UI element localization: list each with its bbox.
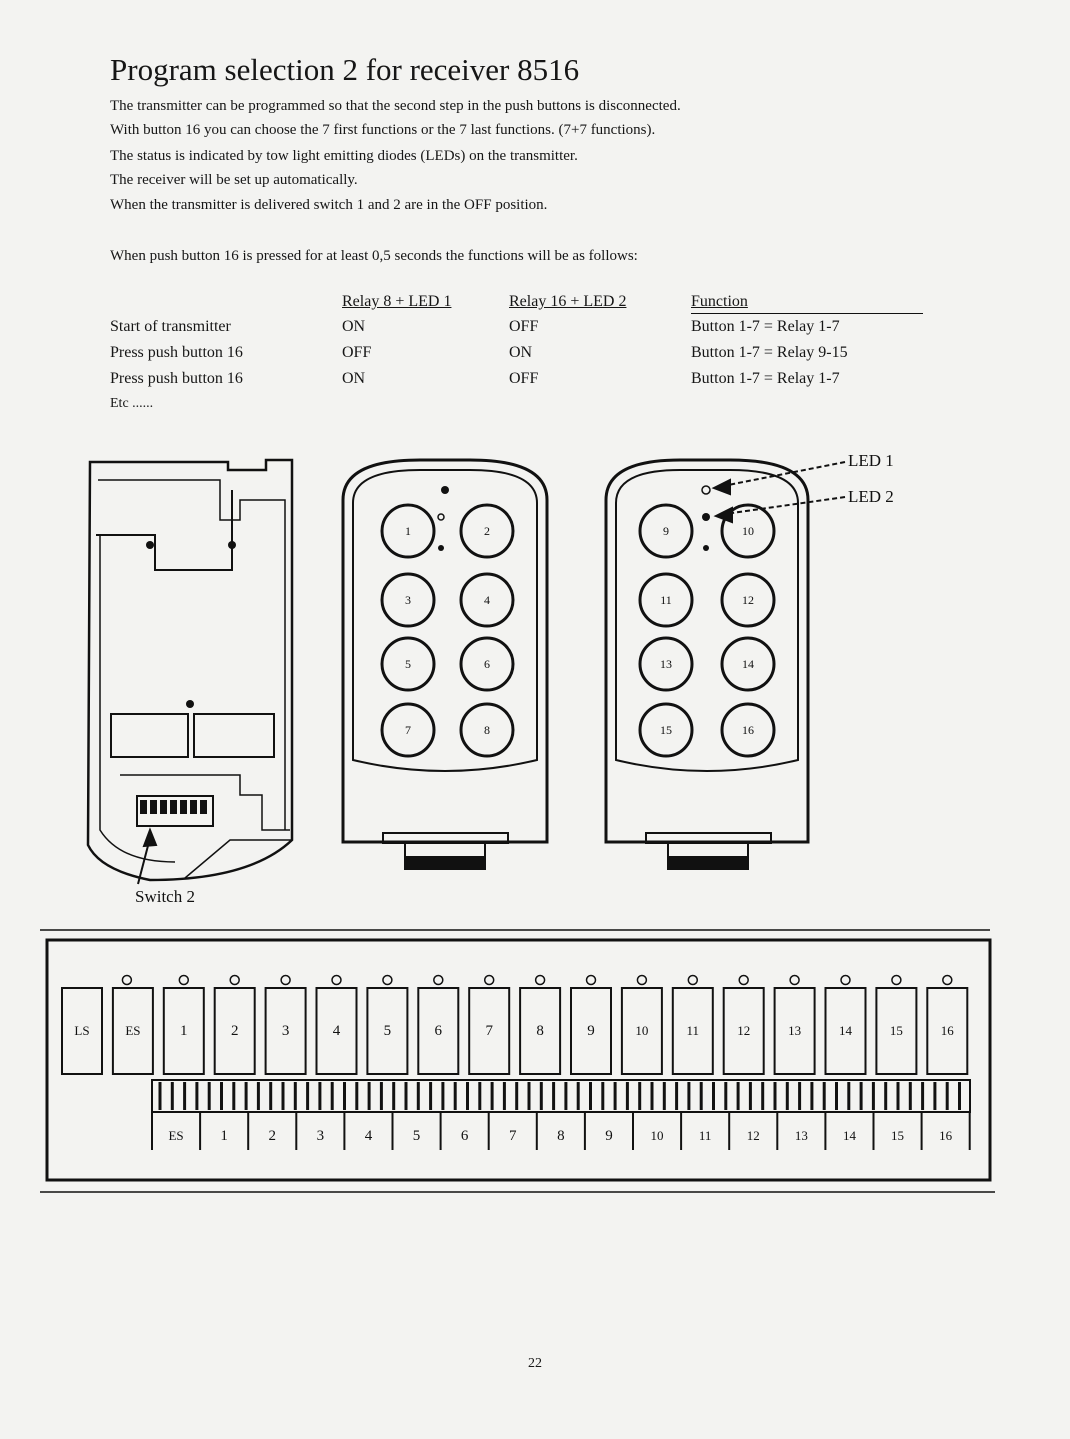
relay-led xyxy=(230,976,239,985)
relay-board-top-row xyxy=(62,976,967,1075)
relay-label: 7 xyxy=(485,1023,493,1039)
table-cell: OFF xyxy=(509,318,539,335)
paragraph-3: The status is indicated by tow light emitting diodes (LEDs) on the transmitter. xyxy=(110,148,578,164)
relay-led xyxy=(688,976,697,985)
terminal-label: 14 xyxy=(842,1128,856,1143)
terminal-label: 5 xyxy=(412,1128,421,1144)
relay-label: 3 xyxy=(281,1023,290,1039)
relay-led xyxy=(281,976,290,985)
relay-label: 6 xyxy=(434,1023,443,1039)
table-cell: ON xyxy=(509,344,533,361)
intro-paragraph: When push button 16 is pressed for at least 0,5 seconds the functions will be as follows: xyxy=(110,248,638,264)
terminal-label: 15 xyxy=(891,1128,905,1143)
relay-led xyxy=(739,976,748,985)
terminal-label: 4 xyxy=(364,1128,373,1144)
paragraph-1: The transmitter can be programmed so that the second step in the push buttons is disconnected. xyxy=(110,98,681,114)
terminal-label: 3 xyxy=(316,1128,325,1144)
table-cell: Button 1-7 = Relay 1-7 xyxy=(691,370,840,387)
terminal-label: 7 xyxy=(509,1128,517,1144)
relay-label: LS xyxy=(74,1023,90,1038)
table-etc: Etc ...... xyxy=(110,396,154,411)
relay-led xyxy=(434,976,443,985)
table-header-function: Function xyxy=(691,293,748,310)
relay-label: 2 xyxy=(230,1023,239,1039)
relay-label: 8 xyxy=(536,1023,544,1039)
remote-button-label: 11 xyxy=(660,593,672,607)
led-1-indicator xyxy=(702,486,710,494)
relay-label: 5 xyxy=(383,1023,392,1039)
remote-right xyxy=(606,460,808,869)
relay-label: ES xyxy=(125,1023,141,1038)
terminal-label: 16 xyxy=(939,1128,953,1143)
table-cell: OFF xyxy=(509,370,539,387)
relay-label: 16 xyxy=(940,1023,954,1038)
table-cell: OFF xyxy=(342,344,372,361)
relay-led xyxy=(892,976,901,985)
screw-hole xyxy=(228,541,236,549)
paragraph-4: The receiver will be set up automatically. xyxy=(110,172,358,188)
relay-led xyxy=(587,976,596,985)
relay-led xyxy=(841,976,850,985)
screw-hole xyxy=(146,541,154,549)
relay-label: 11 xyxy=(686,1023,700,1038)
remote-button-label: 8 xyxy=(484,723,490,737)
terminal-label: 8 xyxy=(557,1128,565,1144)
relay-led xyxy=(485,976,494,985)
relay-board-frame xyxy=(40,930,995,1192)
paragraph-2: With button 16 you can choose the 7 first functions or the 7 last functions. (7+7 functions). xyxy=(110,122,656,138)
table-cell: ON xyxy=(342,318,366,335)
led-2-label: LED 2 xyxy=(848,487,894,506)
relay-led xyxy=(790,976,799,985)
remote-button-label: 9 xyxy=(663,524,669,538)
remote-button-label: 10 xyxy=(742,524,754,538)
remote-button-label: 3 xyxy=(405,593,411,607)
relay-led xyxy=(332,976,341,985)
terminal-label: 12 xyxy=(746,1128,760,1143)
remote-button-label: 1 xyxy=(405,524,411,538)
terminal-label: ES xyxy=(168,1128,184,1143)
page-number: 22 xyxy=(528,1356,542,1371)
remote-button-label: 6 xyxy=(484,657,490,671)
switch-2-label: Switch 2 xyxy=(135,887,195,906)
remote-button-label: 2 xyxy=(484,524,490,538)
relay-label: 1 xyxy=(180,1023,188,1039)
terminal-label: 2 xyxy=(268,1128,276,1144)
relay-label: 12 xyxy=(737,1023,751,1038)
table-cell: Button 1-7 = Relay 9-15 xyxy=(691,344,848,361)
table-cell: ON xyxy=(342,370,366,387)
switch-arrow xyxy=(138,830,156,884)
terminal-label: 10 xyxy=(650,1128,664,1143)
remote-button-label: 4 xyxy=(484,593,490,607)
remote-left xyxy=(343,460,547,869)
led-indicator xyxy=(703,545,709,551)
relay-label: 13 xyxy=(788,1023,802,1038)
terminal-strip xyxy=(152,1080,970,1112)
relay-led xyxy=(943,976,952,985)
remote-right-buttons xyxy=(640,505,774,756)
led-hole xyxy=(441,486,449,494)
relay-label: 15 xyxy=(889,1023,903,1038)
remote-button-label: 13 xyxy=(660,657,672,671)
relay-led xyxy=(637,976,646,985)
remote-button-label: 7 xyxy=(405,723,411,737)
remote-button-label: 15 xyxy=(660,723,672,737)
table-row-label: Press push button 16 xyxy=(110,370,243,387)
paragraph-5: When the transmitter is delivered switch 1 and 2 are in the OFF position. xyxy=(110,197,548,213)
remote-button-label: 5 xyxy=(405,657,411,671)
relay-label: 10 xyxy=(635,1023,649,1038)
dip-switch xyxy=(137,796,213,826)
led-indicator xyxy=(438,545,444,551)
led-indicator xyxy=(438,514,444,520)
relay-label: 14 xyxy=(839,1023,852,1038)
terminal-label: 6 xyxy=(460,1128,469,1144)
page-title: Program selection 2 for receiver 8516 xyxy=(110,52,580,87)
relay-led xyxy=(122,976,131,985)
screw-hole xyxy=(186,700,194,708)
relay-led xyxy=(536,976,545,985)
relay-led xyxy=(383,976,392,985)
open-transmitter-housing xyxy=(88,460,292,880)
table-row-label: Start of transmitter xyxy=(110,318,231,335)
relay-board-bottom-row xyxy=(152,1112,970,1150)
led-1-label: LED 1 xyxy=(848,451,894,470)
terminal-label: 11 xyxy=(698,1128,712,1143)
remote-button-label: 14 xyxy=(742,657,754,671)
remote-left-buttons xyxy=(382,505,513,756)
terminal-label: 13 xyxy=(794,1128,808,1143)
table-header-relay8: Relay 8 + LED 1 xyxy=(342,293,452,310)
relay-label: 4 xyxy=(332,1023,341,1039)
table-row-label: Press push button 16 xyxy=(110,344,243,361)
remote-button-label: 16 xyxy=(742,723,754,737)
led-2-indicator xyxy=(702,513,710,521)
relay-led xyxy=(179,976,188,985)
relay-label: 9 xyxy=(587,1023,595,1039)
terminal-label: 9 xyxy=(605,1128,613,1144)
table-header-relay16: Relay 16 + LED 2 xyxy=(509,293,627,310)
table-cell: Button 1-7 = Relay 1-7 xyxy=(691,318,840,335)
terminal-label: 1 xyxy=(220,1128,228,1144)
remote-button-label: 12 xyxy=(742,593,754,607)
